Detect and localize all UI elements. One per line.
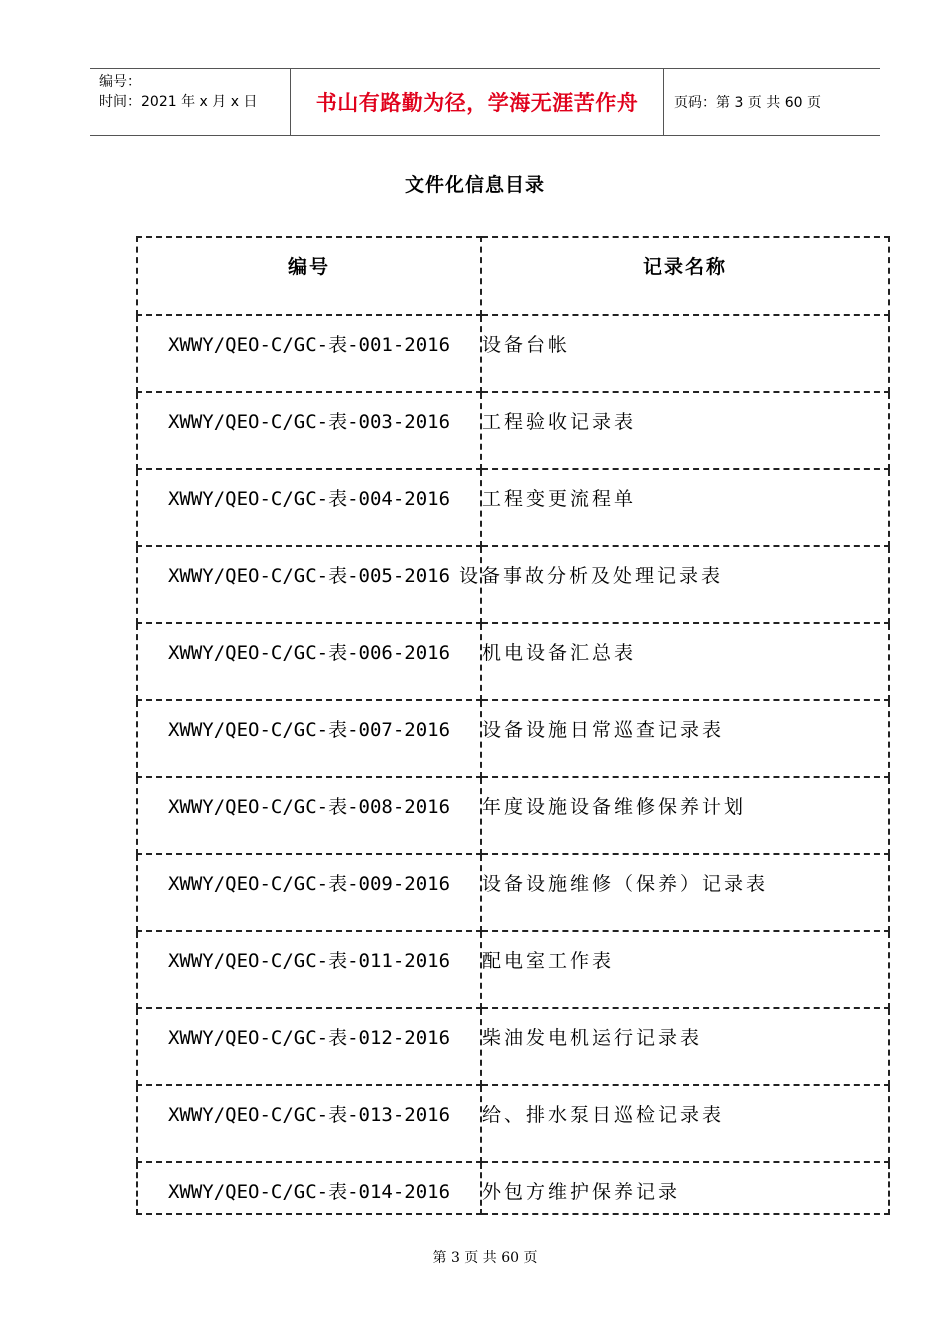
table-header-row	[137, 237, 889, 315]
table-row	[137, 392, 889, 469]
record-code: XWWY/QEO-C/GC-表-013-2016	[137, 1085, 481, 1162]
record-code: XWWY/QEO-C/GC-表-003-2016	[137, 392, 481, 469]
table-row	[137, 546, 889, 623]
table-row	[137, 1085, 889, 1162]
record-code: XWWY/QEO-C/GC-表-008-2016	[137, 777, 481, 854]
record-name: 设备事故分析及处理记录表	[481, 546, 889, 623]
record-code: XWWY/QEO-C/GC-表-004-2016	[137, 469, 481, 546]
column-header-code: 编号	[137, 237, 481, 315]
table-row	[137, 623, 889, 700]
table-row	[137, 315, 889, 392]
page-header	[90, 68, 880, 136]
record-name: 工程验收记录表	[481, 392, 889, 469]
time-label: 时间：2021 年 x 月 x 日	[99, 94, 258, 110]
table-row	[137, 931, 889, 1008]
number-label: 编号：	[99, 74, 141, 90]
record-code: XWWY/QEO-C/GC-表-009-2016	[137, 854, 481, 931]
record-code: XWWY/QEO-C/GC-表-011-2016	[137, 931, 481, 1008]
record-code: XWWY/QEO-C/GC-表-006-2016	[137, 623, 481, 700]
page-footer: 第 3 页 共 60 页	[432, 1250, 538, 1266]
table-row	[137, 777, 889, 854]
table-row	[137, 700, 889, 777]
record-name: 工程变更流程单	[481, 469, 889, 546]
document-title: 文件化信息目录	[404, 174, 545, 196]
table-row	[137, 1008, 889, 1085]
record-code: XWWY/QEO-C/GC-表-012-2016	[137, 1008, 481, 1085]
record-name: 外包方维护保养记录	[481, 1162, 889, 1214]
header-meta	[90, 69, 291, 135]
records-table	[136, 236, 890, 1215]
table-row	[137, 1162, 889, 1214]
table-row	[137, 854, 889, 931]
record-code: XWWY/QEO-C/GC-表-007-2016	[137, 700, 481, 777]
record-name: 柴油发电机运行记录表	[481, 1008, 889, 1085]
record-name: 配电室工作表	[481, 931, 889, 1008]
record-name: 设备台帐	[481, 315, 889, 392]
header-motto: 书山有路勤为径，学海无涯苦作舟	[291, 69, 664, 135]
record-name: 年度设施设备维修保养计划	[481, 777, 889, 854]
table-row	[137, 469, 889, 546]
record-name: 设备设施维修（保养）记录表	[481, 854, 889, 931]
record-name: 机电设备汇总表	[481, 623, 889, 700]
record-name: 设备设施日常巡查记录表	[481, 700, 889, 777]
column-header-name: 记录名称	[481, 237, 889, 315]
record-code: XWWY/QEO-C/GC-表-014-2016	[137, 1162, 481, 1214]
record-code: XWWY/QEO-C/GC-表-001-2016	[137, 315, 481, 392]
header-page-info: 页码：第 3 页 共 60 页	[674, 95, 821, 111]
record-name: 给、排水泵日巡检记录表	[481, 1085, 889, 1162]
record-code: XWWY/QEO-C/GC-表-005-2016	[137, 546, 481, 623]
